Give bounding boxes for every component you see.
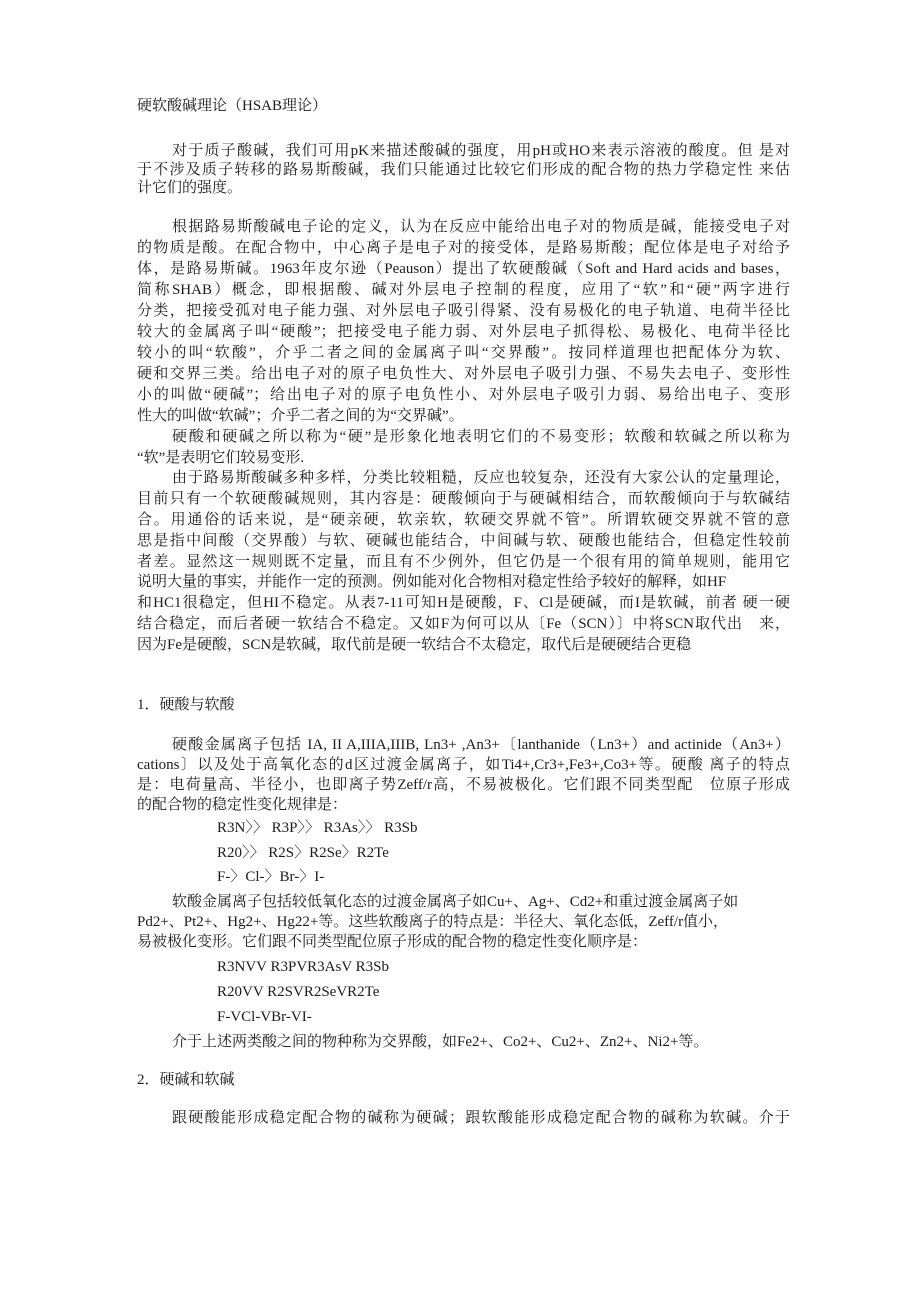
paragraph-line: 的配合物的稳定性变化规律是：	[137, 797, 348, 813]
paragraph-line: 思是指中间酸（交界酸）与软、硬碱也能结合，中间碱与软、硬酸也能结合，但稳定性较前	[137, 533, 790, 549]
paragraph-line: 目前只有一个软硬酸碱规则，其内容是：硬酸倾向于与硬碱相结合，而软酸倾向于与软碱结	[137, 491, 790, 507]
paragraph-line: 于不涉及质子转移的路易斯酸碱，我们只能通过比较它们形成的配合物的热力学稳定性 来估	[137, 162, 790, 178]
paragraph-line: 和HC1很稳定，但HI不稳定。从表7-11可知H是硬酸，F、Cl是硬碱，而I是软碱，前者 硬一硬	[137, 595, 790, 611]
section-heading: 1．硬酸与软酸	[137, 697, 235, 713]
paragraph-line: 小的叫做“硬碱”；给出电子对的原子电负性小、对外层电子吸引力弱、易给出电子、变形	[137, 387, 790, 403]
paragraph-line: 较小的叫“软酸”，介乎二者之间的金属离子叫“交界酸”。按同样道理也把配体分为软、	[137, 345, 790, 361]
paragraph-line: 计它们的强度。	[137, 180, 243, 196]
paragraph-line: 软酸金属离子包括较低氧化态的过渡金属离子如Cu+、Ag+、Cd2+和重过渡金属离子如	[172, 894, 739, 910]
paragraph-line: 体，是路易斯碱。1963年皮尔逊（Peauson）提出了软硬酸碱（Soft and Hard acids and bases，	[137, 261, 790, 277]
paragraph-line: 简称SHAB）概念，即根据酸、碱对外层电子控制的程度，应用了“软”和“硬”两字进行	[137, 282, 790, 298]
paragraph-line: cations〕以及处于高氧化态的d区过渡金属离子，如Ti4+,Cr3+,Fe3+,Co3+等。硬酸 离子的特点	[137, 757, 790, 773]
paragraph-line: 介于上述两类酸之间的物种称为交界酸，如Fe2+、Co2+、Cu2+、Zn2+、Ni2+等。	[172, 1034, 709, 1050]
formula-line: R3N〉〉 R3P〉〉 R3As〉〉 R3Sb	[217, 820, 418, 836]
paragraph-line: 由于路易斯酸碱多种多样，分类比较粗糙，反应也较复杂，还没有大家公认的定量理论，	[172, 470, 790, 486]
paragraph-line: 硬酸和硬碱之所以称为“硬”是形象化地表明它们的不易变形；软酸和软碱之所以称为	[172, 429, 790, 445]
paragraph-line: 对于质子酸碱，我们可用pK来描述酸碱的强度，用pH或HO来表示溶液的酸度。但 是对	[172, 143, 790, 159]
paragraph-line: 较大的金属离子叫“硬酸”；把接受电子能力弱、对外层电子抓得松、易极化、电荷半径比	[137, 324, 790, 340]
formula-line: R3NVV R3PVR3AsV R3Sb	[217, 959, 389, 975]
paragraph-line: 分类，把接受孤对电子能力强、对外层电子吸引得紧、没有易极化的电子轨道、电荷半径比	[137, 303, 790, 319]
formula-line: R20VV R2SVR2SeVR2Te	[217, 984, 380, 1000]
paragraph-line: 硬酸金属离子包括 IA, II A,IIIA,IIIB, Ln3+ ,An3+〔lanthanide（Ln3+）and actinide（An3+）	[172, 737, 790, 753]
paragraph-line: 结合稳定，而后者硬一软结合不稳定。又如F为何可以从〔Fe（SCN）〕中将SCN取代出 来，	[137, 616, 790, 632]
paragraph-line: 是：电荷量高、半径小，也即离子势Zeff/r高，不易被极化。它们跟不同类型配 位原子形成	[137, 777, 790, 793]
document-title: 硬软酸碱理论（HSAB理论）	[137, 98, 328, 114]
paragraph-line: 性大的叫做“软碱”；介乎二者之间的为“交界碱”。	[137, 408, 464, 424]
paragraph-line: 根据路易斯酸碱电子论的定义，认为在反应中能给出电子对的物质是碱，能接受电子对	[172, 219, 790, 235]
paragraph-line: 易被极化变形。它们跟不同类型配位原子形成的配合物的稳定性变化顺序是：	[137, 934, 648, 950]
paragraph-line: Pd2+、Pt2+、Hg2+、Hg22+等。这些软酸离子的特点是：半径大、氧化态低，Zeff/r值小，	[137, 914, 729, 930]
paragraph-line: 的物质是酸。在配合物中，中心离子是电子对的接受体，是路易斯酸；配位体是电子对给予	[137, 240, 790, 256]
paragraph-line: 跟硬酸能形成稳定配合物的碱称为硬碱；跟软酸能形成稳定配合物的碱称为软碱。介于	[172, 1110, 790, 1126]
paragraph-line: 者差。显然这一规则既不定量，而且有不少例外，但它仍是一个很有用的简单规则，能用它	[137, 554, 790, 570]
paragraph-line: 硬和交界三类。给出电子对的原子电负性大、对外层电子吸引力强、不易失去电子、变形性	[137, 366, 790, 382]
paragraph-line: 说明大量的事实，并能作一定的预测。例如能对化合物相对稳定性给予较好的解释，如HF	[137, 574, 727, 590]
formula-line: F-VCl-VBr-VI-	[217, 1009, 312, 1025]
formula-line: F-〉Cl-〉Br-〉I-	[217, 869, 325, 885]
section-heading: 2．硬碱和软碱	[137, 1072, 235, 1088]
formula-line: R20〉〉 R2S〉R2Se〉R2Te	[217, 845, 389, 861]
paragraph-line: 因为Fe是硬酸，SCN是软碱，取代前是硬一软结合不太稳定，取代后是硬硬结合更稳	[137, 637, 692, 653]
paragraph-line: “软”是表明它们较易变形.	[137, 450, 305, 466]
paragraph-line: 合。用通俗的话来说，是“硬亲硬，软亲软，软硬交界就不管”。所谓软硬交界就不管的意	[137, 512, 790, 528]
